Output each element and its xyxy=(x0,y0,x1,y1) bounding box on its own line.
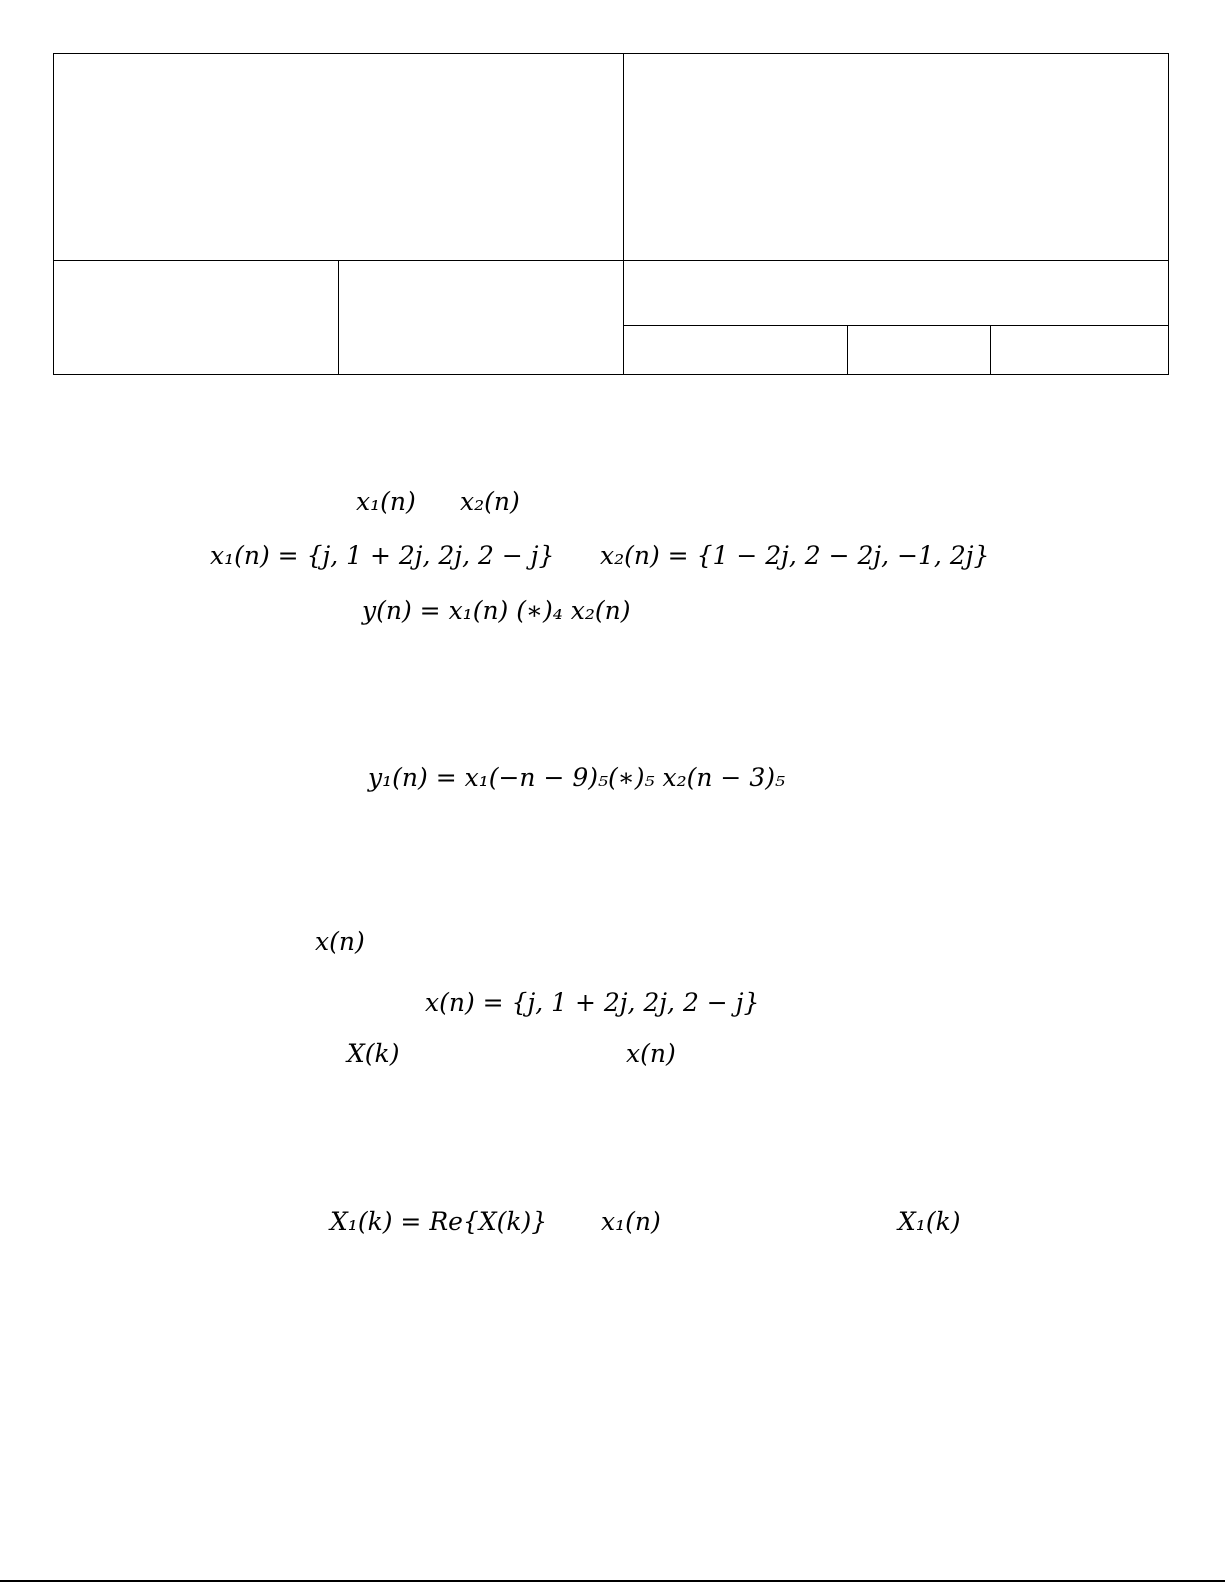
q2-circular-convolution: y₁(n) = x₁(−n − 9)₅(∗)₅ x₂(n − 3)₅ xyxy=(368,763,786,792)
q1-variable-x2: x₂(n) xyxy=(460,487,520,516)
header-cell-bottom-right-3 xyxy=(990,325,1169,375)
header-cell-bottom-right-2 xyxy=(847,325,991,375)
q4-real-part-definition: X₁(k) = Re{X(k)} xyxy=(330,1207,548,1236)
header-cell-top-right xyxy=(623,53,1169,261)
q3-x-definition: x(n) = {j, 1 + 2j, 2j, 2 − j} xyxy=(425,988,760,1017)
q3-variable-x-second: x(n) xyxy=(626,1039,676,1068)
header-cell-bottom-left-1 xyxy=(53,260,339,375)
q1-x1-definition: x₁(n) = {j, 1 + 2j, 2j, 2 − j} xyxy=(210,541,555,570)
q1-variable-x1: x₁(n) xyxy=(356,487,416,516)
header-cell-top-left xyxy=(53,53,624,261)
q1-circular-convolution: y(n) = x₁(n) (∗)₄ x₂(n) xyxy=(362,596,631,625)
q3-variable-x: x(n) xyxy=(315,927,365,956)
page-bottom-border xyxy=(0,1580,1225,1582)
header-cell-bottom-left-2 xyxy=(338,260,624,375)
q4-variable-x1: x₁(n) xyxy=(601,1207,661,1236)
header-cell-bottom-right-1 xyxy=(623,325,848,375)
q3-dft-X: X(k) xyxy=(347,1039,400,1068)
q4-dft-X1: X₁(k) xyxy=(898,1207,961,1236)
q1-x2-definition: x₂(n) = {1 − 2j, 2 − 2j, −1, 2j} xyxy=(600,541,990,570)
header-cell-middle-right xyxy=(623,260,1169,326)
